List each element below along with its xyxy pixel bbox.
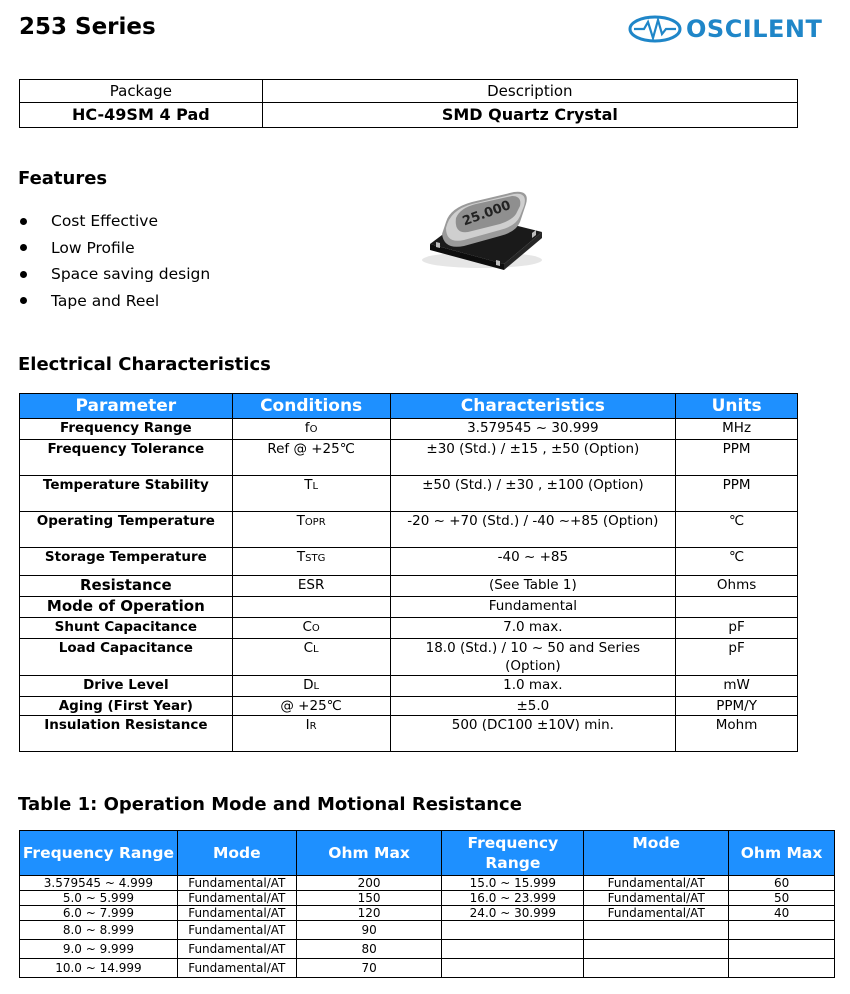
col-header-mode: Mode xyxy=(177,831,296,876)
package-header: Package xyxy=(20,80,263,103)
page-title: 253 Series xyxy=(19,14,156,40)
table-row: 6.0 ~ 7.999 Fundamental/AT 120 24.0 ~ 30.999 Fundamental/AT 40 xyxy=(20,906,835,921)
col-header-frequency-range-2: Frequency Range xyxy=(442,831,584,876)
bullet-icon xyxy=(20,297,27,304)
package-value-row xyxy=(20,103,798,128)
table-row: 10.0 ~ 14.999 Fundamental/AT 70 xyxy=(20,959,835,978)
brand-logo xyxy=(628,14,822,44)
features-list xyxy=(19,208,210,314)
brand-name: OSCILENT xyxy=(686,15,823,43)
feature-item: Low Profile xyxy=(19,235,210,262)
table-row: 3.579545 ~ 4.999 Fundamental/AT 200 15.0 ~ 15.999 Fundamental/AT 60 xyxy=(20,876,835,891)
description-value: SMD Quartz Crystal xyxy=(262,103,797,128)
table1 xyxy=(19,830,835,978)
table-row: Shunt Capacitance CO 7.0 max. pF xyxy=(20,618,798,639)
table-row: Drive Level DL 1.0 max. mW xyxy=(20,676,798,697)
table-row: 5.0 ~ 5.999 Fundamental/AT 150 16.0 ~ 23.999 Fundamental/AT 50 xyxy=(20,891,835,906)
description-header: Description xyxy=(262,80,797,103)
col-header-mode-2: Mode xyxy=(584,831,729,876)
table-row: 9.0 ~ 9.999 Fundamental/AT 80 xyxy=(20,940,835,959)
col-header-ohm-max-2: Ohm Max xyxy=(729,831,835,876)
col-header-ohm-max: Ohm Max xyxy=(296,831,442,876)
table-row: Mode of Operation Fundamental xyxy=(20,597,798,618)
col-header-frequency-range: Frequency Range xyxy=(20,831,178,876)
electrical-table xyxy=(19,393,798,752)
bullet-icon xyxy=(20,271,27,278)
table-row: Insulation Resistance IR 500 (DC100 ±10V) min. Mohm xyxy=(20,716,798,752)
col-header-units: Units xyxy=(676,394,798,419)
table-row: Frequency Range fO 3.579545 ~ 30.999 MHz xyxy=(20,419,798,440)
oscilent-wave-icon xyxy=(628,14,682,44)
package-header-row xyxy=(20,80,798,103)
feature-item: Cost Effective xyxy=(19,208,210,235)
table-header-row xyxy=(20,394,798,419)
electrical-heading: Electrical Characteristics xyxy=(18,354,271,375)
package-value: HC-49SM 4 Pad xyxy=(20,103,263,128)
features-heading: Features xyxy=(18,168,108,189)
feature-item: Space saving design xyxy=(19,261,210,288)
table-row: 8.0 ~ 8.999 Fundamental/AT 90 xyxy=(20,921,835,940)
feature-item: Tape and Reel xyxy=(19,288,210,315)
table-row: Frequency Tolerance Ref @ +25℃ ±30 (Std.) / ±15 , ±50 (Option) PPM xyxy=(20,440,798,476)
package-table xyxy=(19,79,798,128)
table-header-row xyxy=(20,831,835,876)
col-header-parameter: Parameter xyxy=(20,394,233,419)
table-row: Resistance ESR (See Table 1) Ohms xyxy=(20,576,798,597)
bullet-icon xyxy=(20,244,27,251)
col-header-characteristics: Characteristics xyxy=(390,394,676,419)
crystal-product-image xyxy=(412,178,552,278)
table-row: Temperature Stability TL ±50 (Std.) / ±30 , ±100 (Option) PPM xyxy=(20,476,798,512)
bullet-icon xyxy=(20,218,27,225)
table-row: Load Capacitance CL 18.0 (Std.) / 10 ~ 50 and Series (Option) pF xyxy=(20,639,798,676)
table-row: Aging (First Year) @ +25℃ ±5.0 PPM/Y xyxy=(20,697,798,716)
col-header-conditions: Conditions xyxy=(232,394,390,419)
product-marking: 25.000 xyxy=(460,198,513,230)
table1-heading: Table 1: Operation Mode and Motional Resistance xyxy=(18,794,522,815)
table-row: Operating Temperature TOPR -20 ~ +70 (Std.) / -40 ~+85 (Option) ℃ xyxy=(20,512,798,548)
table-row: Storage Temperature TSTG -40 ~ +85 ℃ xyxy=(20,548,798,576)
